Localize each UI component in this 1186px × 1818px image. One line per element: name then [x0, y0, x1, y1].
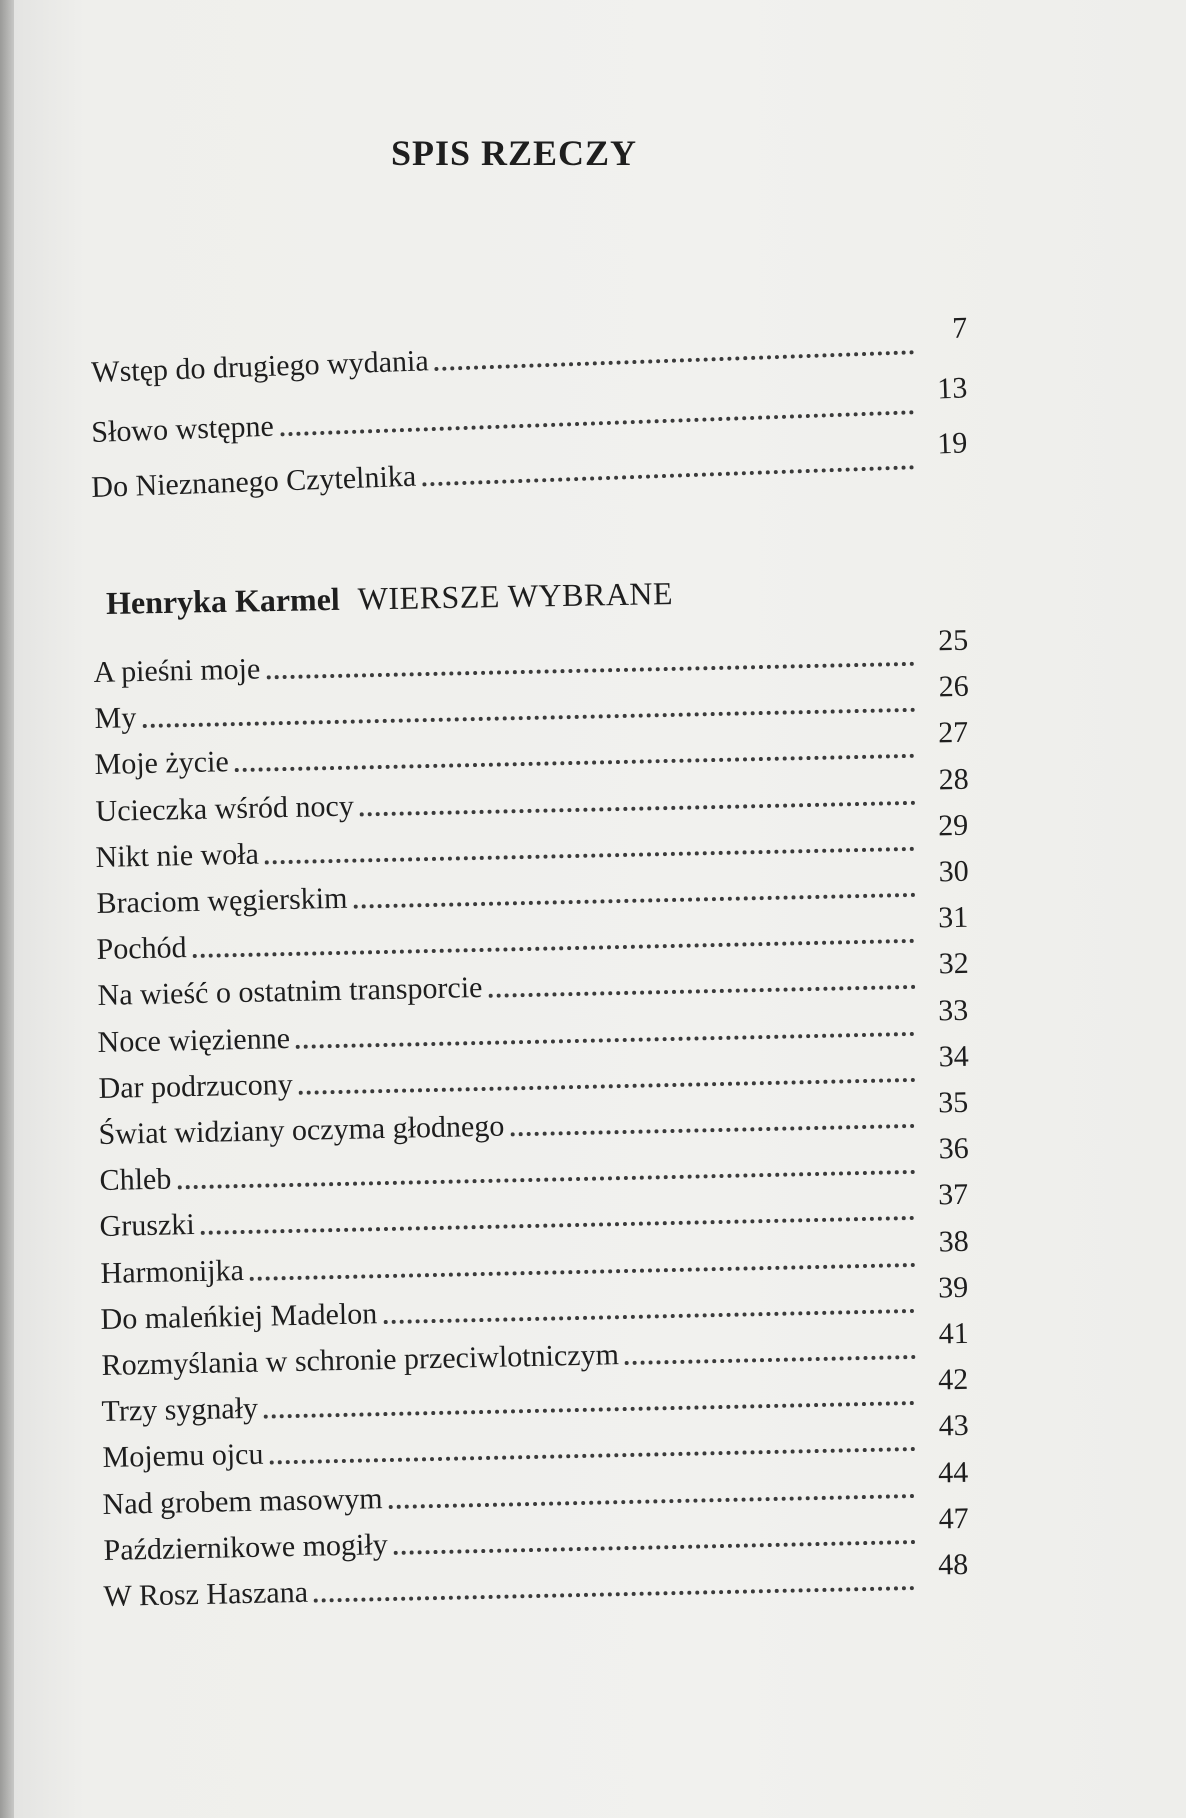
- toc-entry-title: Noce więzienne: [97, 1021, 291, 1059]
- toc-entry: [90, 311, 969, 391]
- dot-leader: [264, 1401, 915, 1419]
- dot-leader: [269, 1447, 915, 1465]
- toc-entry-page: 34: [937, 1039, 969, 1074]
- toc-entry-title: My: [93, 701, 137, 736]
- dot-leader: [435, 350, 914, 371]
- toc-entry-page: 27: [937, 716, 969, 750]
- dot-leader: [296, 1031, 915, 1048]
- toc-entry-page: 19: [936, 426, 968, 461]
- dot-leader: [250, 1263, 915, 1281]
- toc-entry: [101, 1363, 969, 1430]
- dot-leader: [280, 410, 914, 436]
- toc-entry: [103, 1547, 969, 1615]
- dot-leader: [383, 1309, 914, 1324]
- book-page: [14, 0, 1186, 1818]
- toc-entry-title: Nad grobem masowym: [102, 1481, 383, 1521]
- toc-entry-page: 28: [937, 762, 969, 796]
- toc-entry-page: 47: [937, 1501, 969, 1536]
- toc-entry-page: 31: [937, 900, 969, 935]
- toc-entry-title: Świat widziany oczyma głodnego: [98, 1109, 505, 1152]
- toc-entry-page: 32: [937, 947, 969, 981]
- toc-entry-title: Chleb: [98, 1162, 172, 1198]
- toc-entry-page: 30: [937, 854, 969, 889]
- dot-leader: [393, 1540, 914, 1555]
- dot-leader: [510, 1124, 914, 1136]
- dot-leader: [201, 1216, 915, 1235]
- dot-leader: [177, 1170, 915, 1189]
- toc-entry-title: Wstęp do drugiego wydania: [90, 344, 430, 390]
- dot-leader: [265, 847, 915, 865]
- section-heading: [106, 575, 674, 622]
- toc-entry-title: Ucieczka wśród nocy: [94, 789, 354, 828]
- dot-leader: [142, 708, 915, 728]
- toc-entry-title: Trzy sygnały: [101, 1391, 259, 1429]
- toc-entry-page: 37: [937, 1178, 969, 1212]
- toc-entry-title: Rozmyślania w schronie przeciwlotniczym: [100, 1338, 619, 1383]
- dot-leader: [422, 465, 914, 486]
- toc-entry-page: 41: [937, 1316, 969, 1351]
- dot-leader: [298, 1078, 914, 1095]
- toc-entry-title: Harmonijka: [99, 1253, 244, 1290]
- dot-leader: [624, 1355, 914, 1365]
- toc-entry-title: Do maleńkiej Madelon: [100, 1297, 378, 1336]
- toc-entry-title: Moje życie: [94, 745, 230, 782]
- toc-entry-title: Gruszki: [99, 1208, 195, 1244]
- toc-entry-title: Dar podrzucony: [97, 1067, 293, 1105]
- toc-entry-page: 29: [937, 808, 969, 843]
- toc-entry-title: Październikowe mogiły: [102, 1527, 388, 1567]
- toc-entry-page: 42: [937, 1363, 969, 1397]
- toc-entry-title: Słowo wstępne: [90, 409, 275, 450]
- toc-entry-title: A pieśni moje: [93, 652, 261, 690]
- toc-entry-title: W Rosz Haszana: [103, 1575, 309, 1614]
- toc-entry-title: Pochód: [96, 931, 187, 967]
- toc-entry-page: 33: [937, 993, 969, 1027]
- section-title: WIERSZE WYBRANE: [357, 575, 674, 617]
- toc-entry-page: 43: [937, 1409, 969, 1443]
- toc-entry-page: 44: [937, 1455, 969, 1490]
- toc-entry-page: 38: [937, 1224, 969, 1259]
- toc-entry-title: Mojemu ojcu: [101, 1438, 264, 1475]
- toc-entry: [90, 371, 969, 451]
- toc-entry-page: 36: [937, 1131, 969, 1166]
- dot-leader: [488, 985, 915, 998]
- dot-leader: [235, 754, 915, 772]
- toc-entry-page: 25: [937, 623, 969, 658]
- toc-entry-title: Braciom węgierskim: [95, 881, 348, 921]
- toc-entry-page: 7: [951, 311, 968, 345]
- toc-entry: [93, 623, 969, 691]
- page-title: SPIS RZECZY: [390, 133, 638, 173]
- dot-leader: [266, 662, 914, 680]
- toc-entry-page: 48: [937, 1547, 969, 1582]
- toc-entry-page: 13: [936, 371, 968, 406]
- toc-entry: [98, 1131, 969, 1199]
- dot-leader: [389, 1494, 915, 1509]
- section-author: Henryka Karmel: [105, 580, 341, 621]
- toc-entry-title: Na wieść o ostatnim transporcie: [96, 971, 483, 1013]
- toc-entry-page: 35: [937, 1085, 969, 1120]
- book-spine-shadow: [0, 0, 14, 1818]
- toc-entry-title: Nikt nie woła: [95, 837, 260, 874]
- toc-entry-page: 26: [937, 669, 969, 704]
- dot-leader: [193, 939, 915, 958]
- toc-entry-title: Do Nieznanego Czytelnika: [90, 459, 417, 505]
- toc-entry-page: 39: [937, 1270, 969, 1305]
- dot-leader: [314, 1586, 915, 1603]
- dot-leader: [353, 893, 915, 909]
- toc-entry: [97, 993, 969, 1060]
- dot-leader: [359, 800, 914, 816]
